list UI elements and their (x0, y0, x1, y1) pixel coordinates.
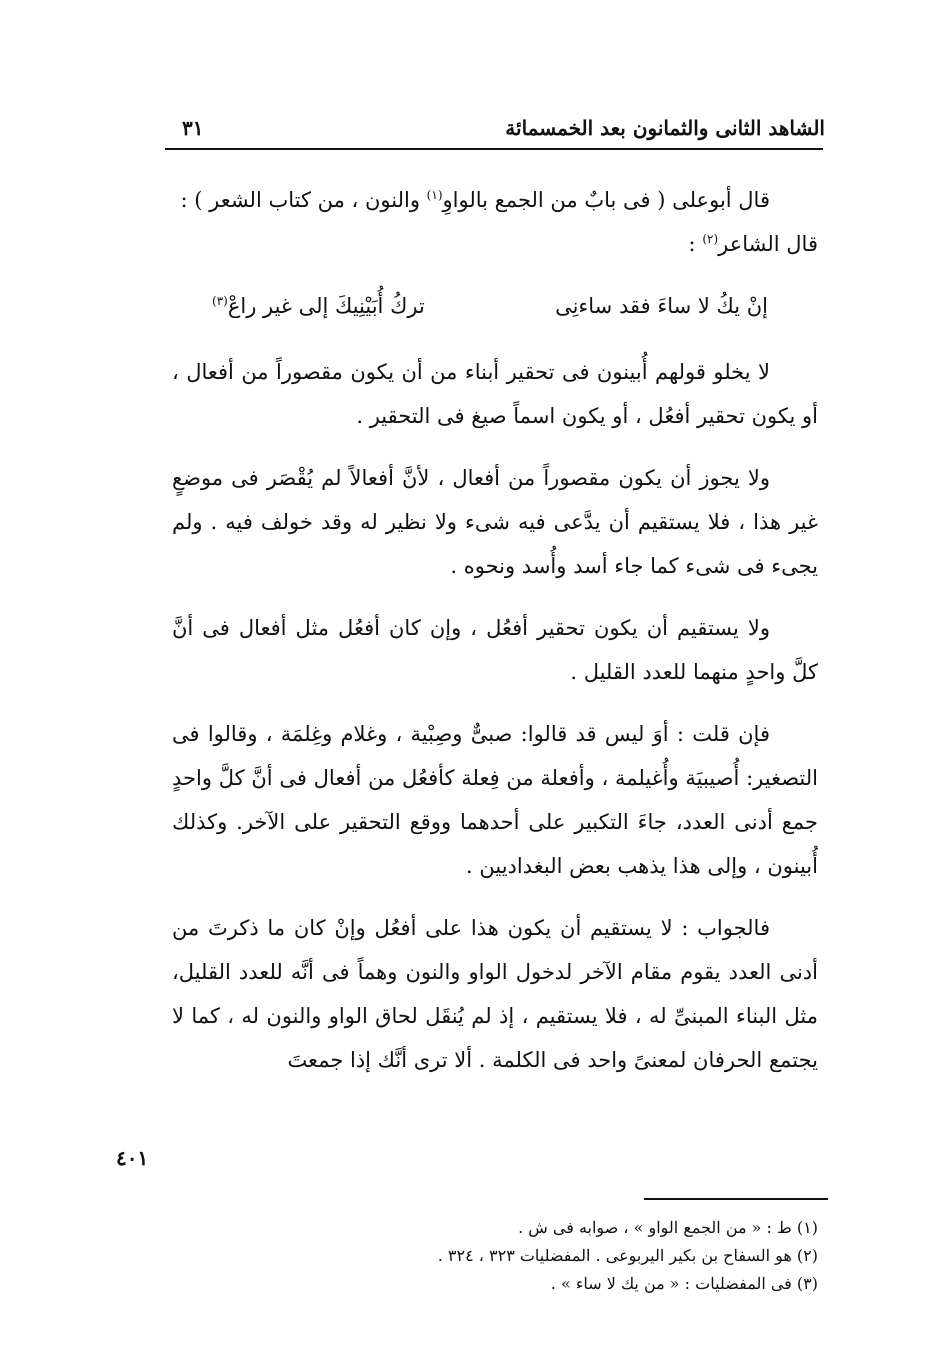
footnote-mark-3: (٣) (212, 294, 228, 308)
intro-line-2b: : (688, 232, 703, 256)
footnote-rule (644, 1198, 828, 1200)
footnote-3: (٣) فى المفضليات : « من يك لا ساء » . (550, 1274, 818, 1293)
page-number: ٣١ (182, 116, 204, 140)
paragraph: ولا يجوز أن يكون مقصوراً من أفعال ، لأنَّ أفعالاً لم يُقْصَر فى موضعٍ غير هذا ، فلا يستقيم أن يدَّعى فيه شىء ولا نظير له وقد خولف فيه . ولم يجىء فى شىء كما جاء أسد وأُسد ونحوه . (172, 466, 818, 578)
paragraph: ولا يستقيم أن يكون تحقير أفعُل ، وإن كان أفعُل مثل أفعال فى أنَّ كلَّ واحدٍ منهما للعدد القليل . (172, 616, 818, 684)
main-text (172, 178, 818, 1100)
footnote-1: (١) ط : « من الجمع الواو » ، صوابه فى ش . (518, 1218, 818, 1237)
footnotes (300, 1214, 818, 1298)
verse-second-hemistich: تركُ أُبَيْنِيكَ إلى غير راعْ (227, 294, 425, 318)
paragraph: لا يخلو قولهم أُبينون فى تحقير أبناء من أن يكون مقصوراً من أفعال ، أو يكون تحقير أفعُل ، أو يكون اسماً صيغ فى التحقير . (172, 360, 818, 428)
paragraph: فالجواب : لا يستقيم أن يكون هذا على أفعُل وإنْ كان ما ذكرتَ من أدنى العدد يقوم مقام الآخر لدخول الواو والنون وهماً فى أنَّه للعدد القليل، مثل البناء المبنىِّ له ، فلا يستقيم ، إذ لم يُنقَل لحاق الواو والنون له ، كما لا يجتمع الحرفان لمعنىً واحد فى الكلمة . ألا ترى أنَّك إذا جمعتَ (172, 916, 818, 1072)
margin-page-number: ٤٠١ (116, 1146, 149, 1170)
intro-line-1: قال أبوعلى ( فى بابٌ من الجمع بالواوِ (442, 188, 770, 212)
verse-first-hemistich: إنْ يكُ لا ساءَ فقد ساءنِى (555, 294, 768, 318)
poetry-verse (172, 284, 818, 328)
header-rule (165, 148, 823, 150)
running-title: الشاهد الثانى والثمانون بعد الخمسمائة (505, 116, 825, 140)
footnote-2: (٢) هو السفاح بن بكير اليربوعى . المفضليات ٣٢٣ ، ٣٢٤ . (437, 1246, 818, 1265)
footnote-mark-2: (٢) (702, 232, 719, 246)
intro-line-2: قال الشاعر (718, 232, 818, 256)
running-header (160, 110, 825, 144)
paragraph: فإن قلت : أوَ ليس قد قالوا: صبىٌّ وصِبْية ، وغلام وغِلمَة ، وقالوا فى التصغير: أُصيبيَة وأُغيلمة ، وأفعلة من فِعلة كأفعُل من أفعال فى أنَّ كلَّ واحدٍ جمع أدنى العدد، جاءَ التكبير على أحدهما ووقع التحقير على الآخر. وكذلك أُبينون ، وإلى هذا يذهب بعض البغداديين . (172, 722, 818, 878)
intro-line-1b: والنون ، من كتاب الشعر ) : (180, 188, 427, 212)
intro-paragraph (172, 178, 818, 266)
footnote-mark-1: (١) (426, 188, 443, 202)
